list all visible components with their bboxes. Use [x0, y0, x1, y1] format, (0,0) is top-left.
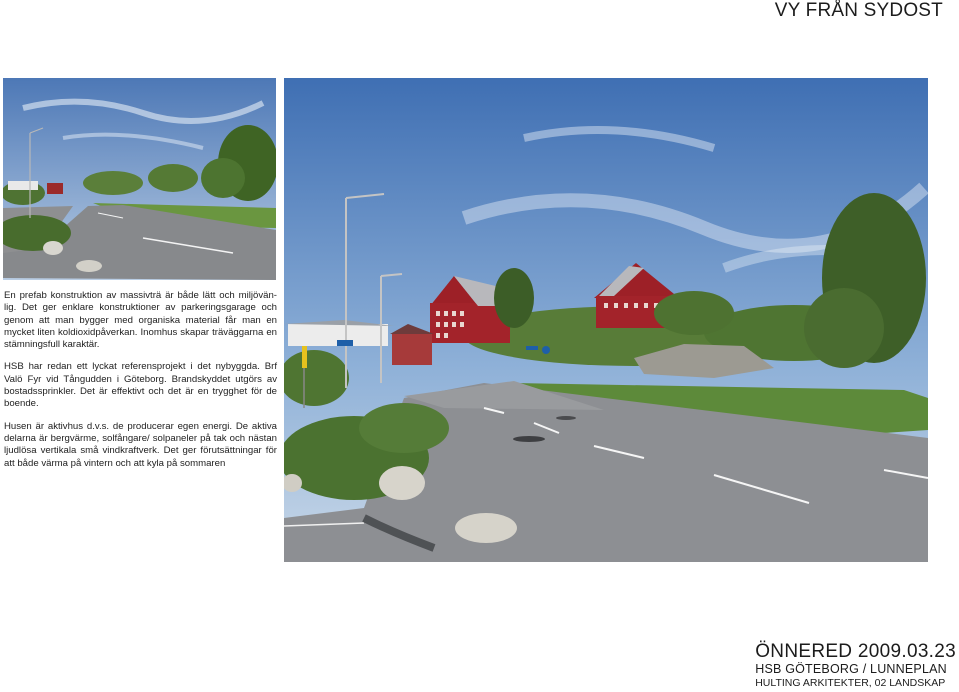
- page-title: VY FRÅN SYDOST: [774, 0, 943, 21]
- project-name-date: ÖNNERED 2009.03.23: [755, 641, 956, 662]
- description-paragraph-construction: En prefab konstruktion av massivträ är både lätt och miljövän-lig. Det ger enklare konstruktioner av parkeringsgarage och genom att man bygger med organiska material får man en mycket liten koldioxidpåverkan. Inomhus skapar träväggarna en stämningsfull karaktär.: [4, 290, 277, 351]
- title-block: [755, 642, 956, 690]
- view-from-southeast-photo: [284, 78, 928, 562]
- project-description: [4, 290, 277, 480]
- architect-credit: HULTING ARKITEKTER, 02 LANDSKAP: [755, 677, 946, 689]
- description-paragraph-reference: HSB har redan ett lyckat referensprojekt i det nybyggda. Brf Valö Fyr vid Tångudden i Göteborg. Brandskyddet utgörs av bostadssprinkler. Det är effektivt och det är en trygghet för de boende.: [4, 361, 277, 410]
- description-paragraph-energy: Husen är aktivhus d.v.s. de producerar egen energi. De aktiva delarna är bergvärme, solfångare/ solpaneler på tak och nästan ljudlösa vertikala små vindkraftverk. Det ger förutsättningar för att både värma på vintern och att kyla på sommaren: [4, 420, 277, 469]
- site-photo-existing: [3, 78, 276, 280]
- view-from-southeast-image: [284, 78, 928, 562]
- client-subtitle: HSB GÖTEBORG / LUNNEPLAN: [755, 662, 947, 676]
- site-photo-existing-image: [3, 78, 276, 280]
